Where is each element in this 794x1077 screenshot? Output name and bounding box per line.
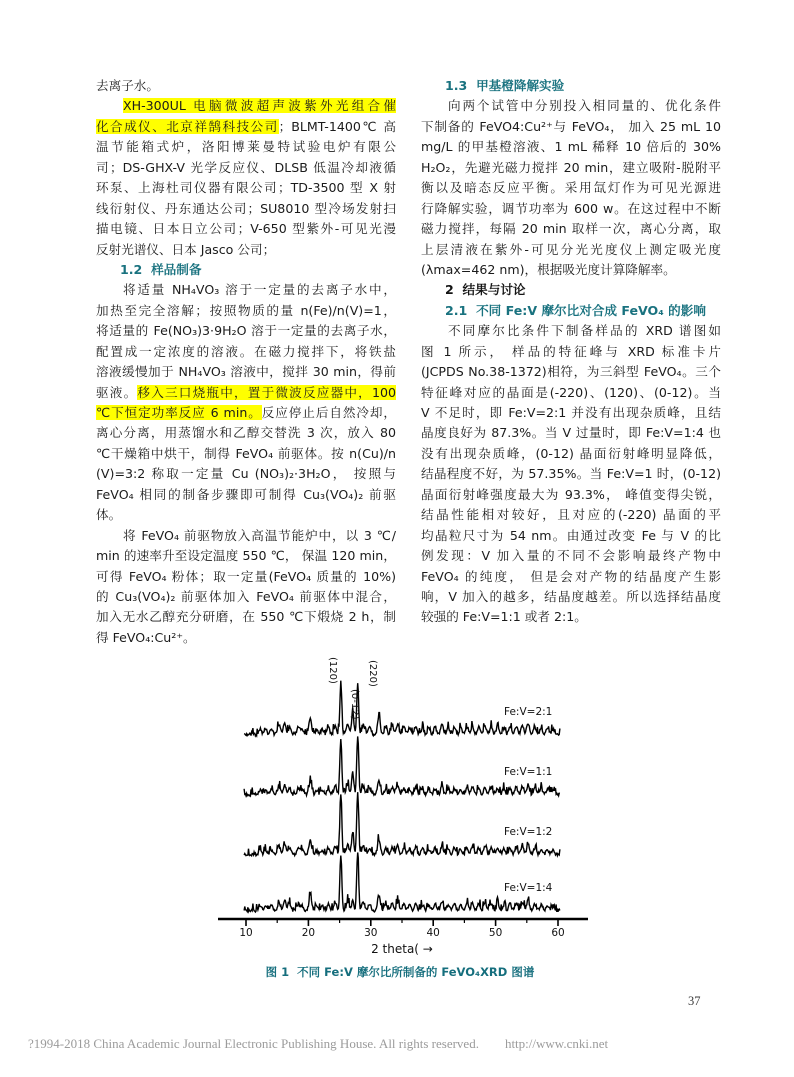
text-line: [421, 505, 721, 525]
series-label: Fe:V=2:1: [504, 706, 553, 718]
text-segment: 得 FeVO₄:Cu²⁺。: [96, 629, 196, 645]
x-axis-tick-label: 60: [551, 927, 565, 939]
text-segment: 的 Cu₃(VO₄)₂ 前驱体加入 FeVO₄ 前驱体中混合，: [96, 588, 396, 604]
text-segment: 较强的 Fe:V=1:1 或者 2:1。: [421, 609, 587, 625]
text-line: [96, 117, 396, 137]
text-line: [96, 199, 396, 219]
text-segment: 配置成一定浓度的溶液。在磁力搅拌下，将铁盐: [96, 343, 396, 359]
text-segment: 向两个试管中分别投入相同量的、优化条件: [448, 98, 721, 114]
text-segment: 晶面衍射峰强度最大为 93.3%， 峰值变得尖锐，: [421, 486, 721, 502]
text-segment: 下制备的 FeVO4:Cu²⁺与 FeVO₄， 加入 25 mL 10: [421, 118, 721, 134]
text-line: [96, 607, 396, 627]
text-line: [421, 96, 721, 116]
section-heading: [421, 280, 721, 300]
text-line: [96, 383, 396, 403]
text-segment: 均晶粒尺寸为 54 nm。由通过改变 Fe 与 V 的比: [421, 527, 721, 543]
text-line: [421, 158, 721, 178]
text-line: [96, 362, 396, 382]
text-line: [421, 403, 721, 423]
section-heading: [421, 301, 721, 321]
text-line: [96, 526, 396, 546]
peak-plane-label: (120): [327, 657, 338, 684]
text-line: [421, 362, 721, 382]
page-number: 37: [688, 994, 701, 1008]
text-line: [421, 546, 721, 566]
highlighted-text: 化合成仪、北京祥鹄科技公司: [96, 118, 279, 134]
text-segment: mg/L 的甲基橙溶液、1 mL 稀释 10 倍后的 30%: [421, 139, 721, 155]
series-label: Fe:V=1:1: [504, 766, 553, 778]
text-segment: 去离子水。: [96, 78, 159, 93]
text-line: [96, 219, 396, 239]
text-segment: 例发现：V 加入量的不同不会影响最终产物中: [421, 548, 721, 564]
footer: [28, 1036, 768, 1052]
text-segment: 将 FeVO₄ 前驱物放入高温节能炉中，以 3 ℃/: [123, 527, 396, 543]
text-segment: ℃干燥箱中烘干，制得 FeVO₄ 前驱体。按 n(Cu)/n: [96, 445, 396, 461]
section-heading: [96, 260, 396, 280]
text-segment: 没有出现杂质峰，(0-12) 晶面衍射峰明显降低，: [421, 445, 721, 461]
x-axis-tick-label: 30: [364, 927, 378, 939]
text-segment: 2.1 不同 Fe:V 摩尔比对合成 FeVO₄ 的影响: [445, 302, 706, 318]
text-line: [96, 403, 396, 423]
text-segment: 将适量 NH₄VO₃ 溶于一定量的去离子水中，: [123, 282, 396, 298]
text-line: [421, 383, 721, 403]
text-line: [96, 505, 396, 525]
x-axis-tick-label: 40: [426, 927, 440, 939]
left-text-column: [96, 76, 396, 648]
text-segment: 衡以及暗态反应平衡。采用氙灯作为可见光源进: [421, 180, 721, 196]
highlighted-text: ℃下恒定功率反应 6 min。: [96, 405, 262, 420]
text-segment: H₂O₂，先避光磁力搅拌 20 min，建立吸附-脱附平: [421, 159, 721, 175]
text-segment: 温节能箱式炉，洛阳博莱曼特试验电炉有限公: [96, 139, 396, 155]
text-line: [96, 301, 396, 321]
text-line: [96, 567, 396, 587]
text-line: [421, 526, 721, 546]
text-line: [96, 485, 396, 505]
text-line: [421, 464, 721, 484]
text-segment: 溶液缓慢加于 NH₄VO₃ 溶液中，搅拌 30 min，得前: [96, 364, 396, 380]
peak-plane-label: (220): [367, 660, 378, 687]
x-axis-tick-label: 20: [301, 927, 316, 939]
text-line: [96, 240, 396, 260]
text-segment: 晶度良好为 87.3%。当 V 过量时，即 Fe:V=1:4 也: [421, 425, 721, 441]
text-line: [421, 137, 721, 157]
text-line: [96, 158, 396, 178]
text-line: [96, 96, 396, 116]
text-segment: min 的速率升至设定温度 550 ℃， 保温 120 min，: [96, 548, 396, 564]
text-line: [421, 567, 721, 587]
text-line: [96, 137, 396, 157]
footer-url: http://www.cnki.net: [504, 1036, 609, 1051]
text-line: [96, 546, 396, 566]
text-segment: ；BLMT-1400℃ 高: [278, 118, 396, 134]
footer-copyright-text: ?1994-2018 China Academic Journal Electronic Publishing House. All rights reserved.: [28, 1036, 479, 1051]
text-segment: 行降解实验，调节功率为 600 w。在这过程中不断: [421, 200, 721, 216]
text-segment: 2 结果与讨论: [445, 282, 526, 298]
series-label: Fe:V=1:2: [504, 826, 553, 838]
text-line: [96, 342, 396, 362]
section-heading: [421, 76, 721, 96]
text-segment: FeVO₄ 相同的制备步骤即可制得 Cu₃(VO₄)₂ 前驱: [96, 486, 396, 502]
peak-plane-label: (0-12): [349, 689, 360, 720]
text-segment: 驱液。: [96, 384, 138, 400]
text-line: [96, 444, 396, 464]
text-line: [421, 423, 721, 443]
text-line: [96, 628, 396, 648]
text-line: [421, 444, 721, 464]
text-segment: 司；DS-GHX-V 光学反应仪、DLSB 低温冷却液循: [96, 159, 396, 175]
text-line: [421, 587, 721, 607]
text-segment: 特征峰对应的晶面是(-220)、(120)、(0-12)。当: [421, 384, 721, 400]
xrd-trace-Fe:V=1:2: [244, 792, 560, 856]
figure-caption: 图 1 不同 Fe:V 摩尔比所制备的 FeVO₄XRD 图谱: [265, 965, 535, 979]
text-line: [96, 76, 396, 96]
text-line: [96, 587, 396, 607]
text-line: [421, 485, 721, 505]
text-line: [96, 321, 396, 341]
text-segment: 加入无水乙醇充分研磨，在 550 ℃下煅烧 2 h，制: [96, 609, 396, 625]
text-line: [421, 178, 721, 198]
text-segment: 响，V 加入的越多，结晶度越差。所以选择结晶度: [421, 588, 721, 604]
text-line: [96, 178, 396, 198]
xrd-figure-svg: [118, 652, 698, 966]
right-text-column: [421, 76, 721, 628]
text-line: [421, 117, 721, 137]
text-segment: 线衍射仪、丹东通达公司；SU8010 型冷场发射扫: [96, 200, 396, 216]
highlighted-text: 移入三口烧瓶中，置于微波反应器中，100: [137, 384, 396, 400]
text-segment: 反射光谱仪、日本 Jasco 公司；: [96, 241, 276, 257]
text-line: [421, 342, 721, 362]
text-segment: 1.3 甲基橙降解实验: [445, 78, 565, 93]
text-segment: (V)=3:2 称取一定量 Cu (NO₃)₂·3H₂O， 按照与: [96, 466, 396, 482]
text-segment: 描电镜、日本日立公司；V-650 型紫外-可见光漫: [96, 221, 396, 237]
text-segment: 结晶性能相对较好，且对应的(-220) 晶面的平: [421, 507, 721, 523]
text-segment: (JCPDS No.38-1372)相符，为三斜型 FeVO₄。三个: [421, 364, 721, 380]
text-line: [421, 219, 721, 239]
text-segment: 可得 FeVO₄ 粉体；取一定量(FeVO₄ 质量的 10%): [96, 568, 396, 584]
text-segment: 体。: [96, 507, 122, 523]
highlighted-text: XH-300UL 电脑微波超声波紫外光组合催: [123, 98, 396, 114]
text-segment: 反应停止后自然冷却，: [261, 405, 396, 420]
text-segment: V 不足时，即 Fe:V=2:1 并没有出现杂质峰，且结: [421, 405, 721, 420]
text-line: [96, 280, 396, 300]
text-line: [421, 607, 721, 627]
text-segment: FeVO₄ 的纯度， 但是会对产物的结晶度产生影: [421, 568, 721, 584]
text-line: [421, 321, 721, 341]
x-axis-tick-label: 10: [239, 927, 253, 939]
text-line: [96, 464, 396, 484]
text-line: [421, 199, 721, 219]
text-segment: 磁力搅拌，每隔 20 min 取样一次，离心分离，取: [421, 221, 721, 237]
text-segment: 上层清液在紫外-可见分光光度仪上测定吸光度: [421, 241, 721, 257]
text-segment: 图 1 所示， 样品的特征峰与 XRD 标准卡片: [421, 343, 721, 359]
x-axis-title: 2 theta( →: [371, 942, 433, 956]
text-segment: 加热至完全溶解；按照物质的量 n(Fe)/n(V)=1，: [96, 302, 396, 318]
text-line: [421, 240, 721, 260]
text-segment: 1.2 样品制备: [120, 261, 202, 277]
text-segment: (λmax=462 nm)，根据吸光度计算降解率。: [421, 261, 676, 277]
text-segment: 将适量的 Fe(NO₃)3·9H₂O 溶于一定量的去离子水，: [96, 323, 396, 339]
x-axis-tick-label: 50: [488, 927, 503, 939]
text-segment: 结晶程度不好，为 57.35%。当 Fe:V=1 时，(0-12): [421, 466, 721, 482]
text-line: [421, 260, 721, 280]
text-segment: 不同摩尔比条件下制备样品的 XRD 谱图如: [448, 323, 721, 339]
text-segment: 环泵、上海杜司仪器有限公司；TD-3500 型 X 射: [96, 180, 396, 196]
text-segment: 离心分离，用蒸馏水和乙醇交替洗 3 次，放入 80: [96, 425, 396, 441]
xrd-figure: [118, 652, 698, 966]
text-line: [96, 423, 396, 443]
series-label: Fe:V=1:4: [504, 882, 553, 894]
